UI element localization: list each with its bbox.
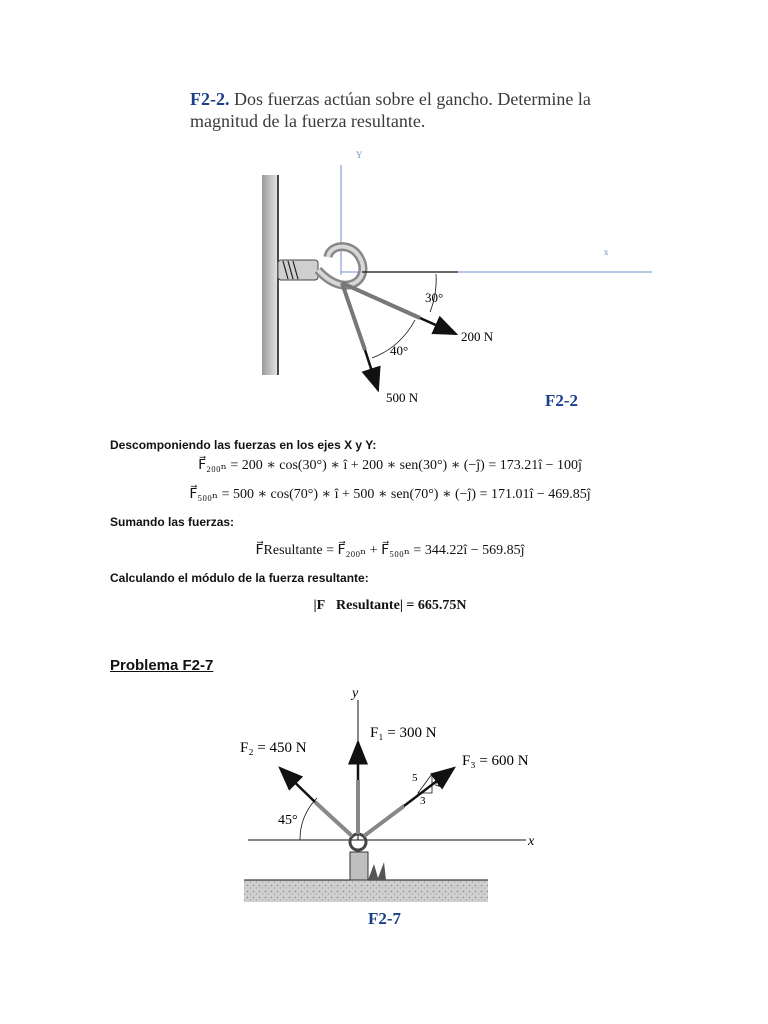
angle-40-label: 40° [390,343,409,358]
angle-30-label: 30° [425,290,444,305]
x-axis-label-2: x [528,834,535,849]
angle-arc-45 [300,798,317,840]
problem-statement [190,88,640,132]
step2-label: Sumando las fuerzas: [110,515,235,529]
y-axis-label-2: y [352,686,359,701]
figure-f2-2 [0,140,768,420]
f1-label: F₁ = 300 N [370,725,437,741]
f2-label: F₂ = 450 N [240,740,307,756]
problem2-heading: Problema F2-7 [110,657,214,674]
equation-f200: F⃗₂₀₀ₙ = 200 ∗ cos(30°) ∗ î + 200 ∗ sen(30°) ∗ (−ĵ) = 173.21î − 100ĵ [198,458,582,473]
x-axis-label: x [604,247,609,257]
slope-3: 3 [420,795,426,807]
post [350,852,368,880]
equation-magnitude: |F⃗Resultante| = 665.75N [313,598,467,613]
figure-label-f2-2: F2-2 [545,391,579,410]
f3-label: F₃ = 600 N [462,753,529,769]
slope-4: 4 [435,778,441,790]
problem-number: F2-2. [190,89,230,109]
equation-f500: F⃗₅₀₀ₙ = 500 ∗ cos(70°) ∗ î + 500 ∗ sen(70°) ∗ (−ĵ) = 171.01î − 469.85ĵ [189,487,591,502]
slope-5: 5 [412,772,418,784]
arrow-f2 [280,768,315,802]
equation-sum: F⃗Resultante = F⃗₂₀₀ₙ + F⃗₅₀₀ₙ = 344.22î − 569.85ĵ [255,543,525,558]
figure-f2-7 [0,680,768,910]
y-axis-label: Y [356,150,363,160]
force-500-label: 500 N [386,390,419,405]
ground [244,880,488,902]
wall [262,175,278,375]
cable-f3 [364,806,404,836]
step1-label: Descomponiendo las fuerzas en los ejes X y Y: [110,438,377,452]
grass [368,862,386,880]
figure-label-f2-7: F2-7 [368,909,402,928]
force-200-label: 200 N [461,329,494,344]
angle-45-label: 45° [278,813,298,828]
step3-label: Calculando el módulo de la fuerza resultante: [110,571,369,585]
problem-text: Dos fuerzas actúan sobre el gancho. Determine la magnitud de la fuerza resultante. [190,89,591,131]
cable-f2 [315,802,352,836]
arrow-200n [420,318,456,334]
